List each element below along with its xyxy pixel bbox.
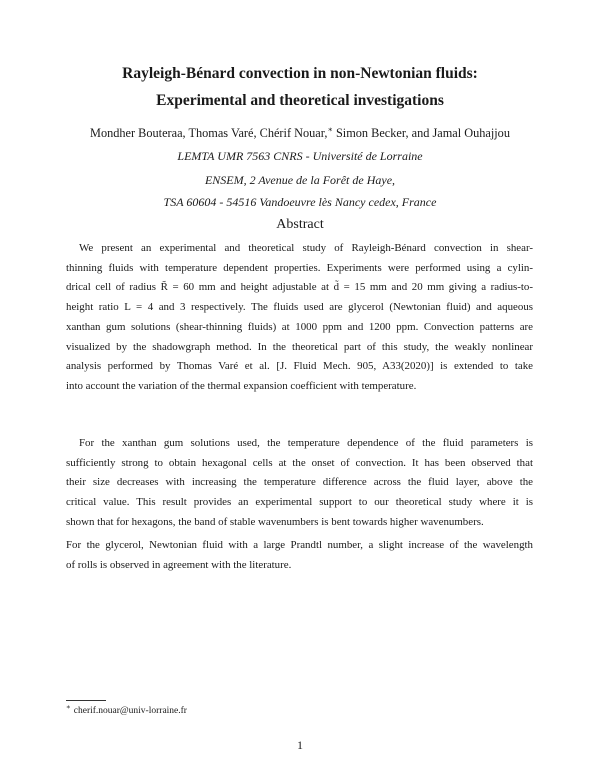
footnote-mark: ∗ [66,703,71,711]
text-line: of rolls is observed in agreement with the literature. [66,558,292,571]
authors-part-1: Mondher Bouteraa, Thomas Varé, Chérif Nouar, [90,126,328,140]
text-line: into account the variation of the thermal expansion coefficient with temperature. [66,379,417,392]
affiliation-line-3: TSA 60604 - 54516 Vandoeuvre lès Nancy cedex, France [163,195,437,209]
text-line: thinning fluids with temperature dependent properties. Experiments were performed using a cylin- [66,261,533,274]
text-line: height ratio L = 4 and 3 respectively. The fluids used are glycerol (Newtonian fluid) and aqueous [66,301,533,314]
text-line: analysis performed by Thomas Varé et al. [J. Fluid Mech. 905, A33(2020)] is extended to take [66,360,533,373]
paper-title-line-2: Experimental and theoretical investigations [156,92,444,109]
text-line: critical value. This result provides an experimental support to our theoretical study where it is [66,496,533,509]
abstract-paragraph-1 [66,239,533,397]
page-number: 1 [297,738,303,752]
authors-part-2: Simon Becker, and Jamal Ouhajjou [332,126,510,140]
footnote-email: cherif.nouar@univ-lorraine.fr [73,706,187,716]
text-line: drical cell of radius R̃ = 60 mm and height adjustable at d̃ = 15 mm and 20 mm giving a radius-to- [66,281,533,294]
abstract-paragraph-2 [66,434,533,533]
text-line: sufficiently strong to obtain hexagonal cells at the onset of convection. It has been observed that [66,456,533,469]
abstract-heading: Abstract [276,217,324,232]
author-list [40,125,560,141]
footnote [66,705,187,718]
paper-title-line-1: Rayleigh-Bénard convection in non-Newtonian fluids: [122,65,478,82]
text-line: For the glycerol, Newtonian fluid with a large Prandtl number, a slight increase of the wavelength [66,539,533,551]
affiliation-line-1: LEMTA UMR 7563 CNRS - Université de Lorraine [177,149,423,163]
footnote-rule [66,700,106,701]
text-line: We present an experimental and theoretical study of Rayleigh-Bénard convection in shear- [79,242,533,254]
abstract-paragraph-3 [66,536,533,575]
text-line: visualized by the shadowgraph method. In the theoretical part of this study, the weakly nonlinear [66,340,533,353]
author-footnote-mark: ∗ [327,125,333,134]
text-line: xanthan gum solutions (shear-thinning fluids) at 1000 ppm and 1200 ppm. Convection patterns are [66,320,533,333]
text-line: their size decreases with increasing the temperature difference across the fluid layer, above the [66,476,533,489]
text-line: shown that for hexagons, the band of stable wavenumbers is bent towards higher wavenumbers. [66,515,484,528]
affiliation-line-2: ENSEM, 2 Avenue de la Forêt de Haye, [204,173,396,187]
text-line: For the xanthan gum solutions used, the temperature dependence of the fluid parameters is [79,437,533,449]
